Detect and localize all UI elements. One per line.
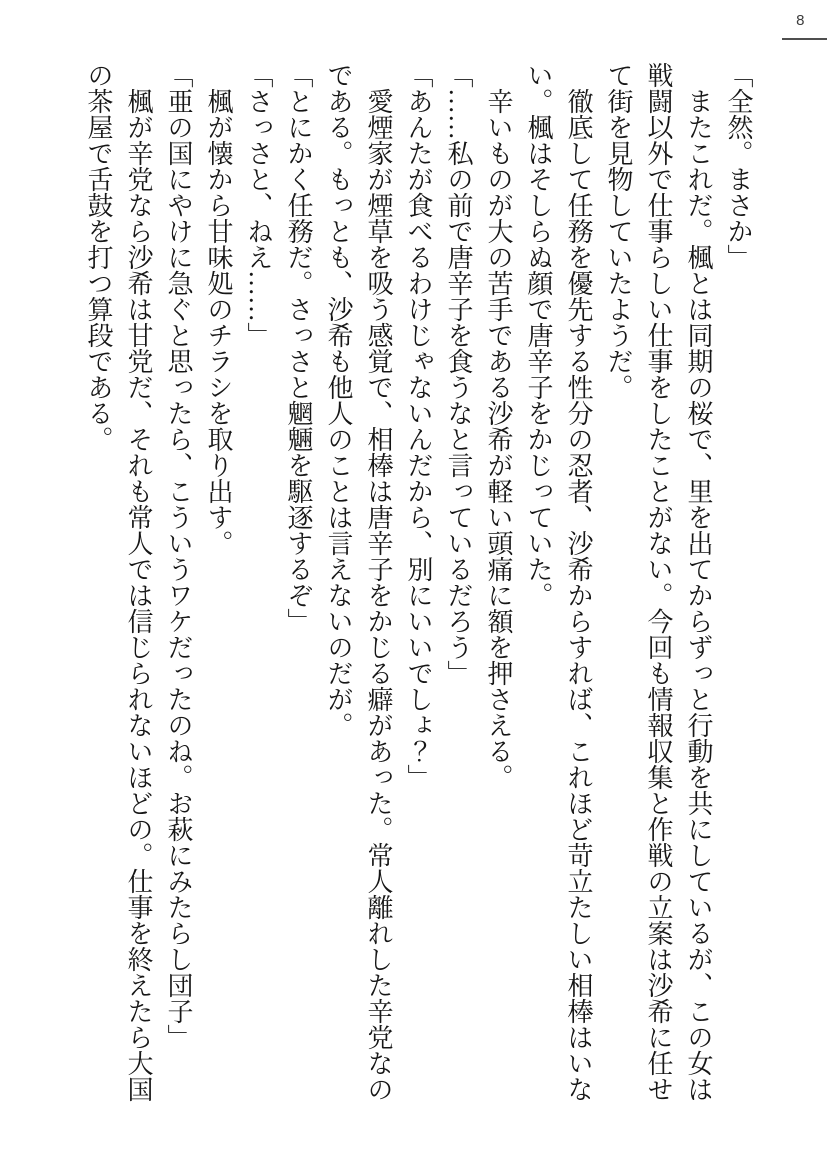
page-number: 8 [796, 12, 805, 29]
narration-paragraph: 楓が懐から甘味処のチラシを取り出す。 [204, 88, 233, 556]
novel-text [78, 62, 758, 1104]
dialogue-line: 「とにかく任務だ。さっさと魍魎を駆逐するぞ」 [284, 62, 313, 634]
narration-paragraph: 徹底して任務を優先する性分の忍者、沙希からすれば、これほど苛立たしい相棒はいない。楓はそしらぬ顔で唐辛子をかじっていた。 [524, 62, 593, 1102]
narration-paragraph: 辛いものが大の苦手である沙希が軽い頭痛に額を押さえる。 [484, 88, 513, 790]
page-number-rule [782, 38, 827, 40]
dialogue-line: 「あんたが食べるわけじゃないんだから、別にいいでしょ？」 [404, 62, 433, 790]
dialogue-line: 「亜の国にやけに急ぐと思ったら、こういうワケだったのね。お萩にみたらし団子」 [164, 62, 193, 1050]
narration-paragraph: 愛煙家が煙草を吸う感覚で、相棒は唐辛子をかじる癖があった。常人離れした辛党なのである。もっとも、沙希も他人のことは言えないのだが。 [324, 62, 393, 1102]
dialogue-line: 「さっさと、ねえ……」 [244, 62, 273, 348]
narration-paragraph: またこれだ。楓とは同期の桜で、里を出てからずっと行動を共にしているが、この女は戦闘以外で仕事らしい仕事をしたことがない。今回も情報収集と作戦の立案は沙希に任せて街を見物していたようだ。 [604, 62, 713, 1102]
dialogue-line: 「全然。まさか」 [724, 62, 753, 270]
narration-paragraph: 楓が辛党なら沙希は甘党だ、それも常人では信じられないほどの。仕事を終えたら大国の茶屋で舌鼓を打つ算段である。 [84, 62, 153, 1102]
dialogue-line: 「……私の前で唐辛子を食うなと言っているだろう」 [444, 62, 473, 686]
